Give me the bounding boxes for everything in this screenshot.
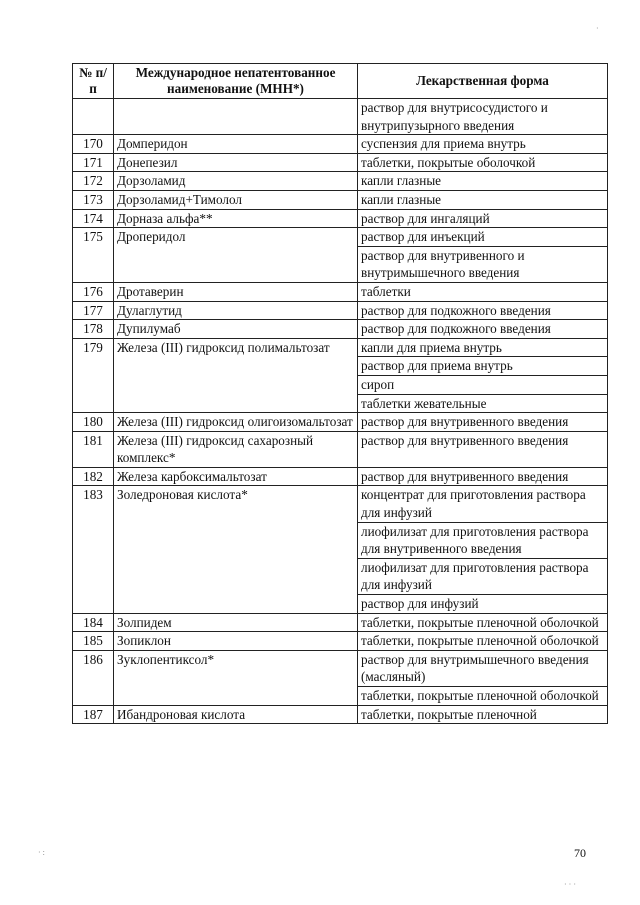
table-row xyxy=(73,705,608,724)
inn-name: Дорзоламид xyxy=(114,172,358,191)
header-dosage-form: Лекарственная форма xyxy=(358,64,608,99)
dosage-form: лиофилизат для приготовления раствора для инфузий xyxy=(358,558,608,594)
dosage-form: концентрат для приготовления раствора для инфузий xyxy=(358,486,608,522)
inn-name: Дорзоламид+Тимолол xyxy=(114,190,358,209)
dosage-form: сироп xyxy=(358,375,608,394)
row-number: 180 xyxy=(73,413,114,432)
row-number: 182 xyxy=(73,467,114,486)
dosage-form: раствор для внутримышечного введения (масляный) xyxy=(358,650,608,686)
inn-name: Железа (III) гидроксид сахарозный комплекс* xyxy=(114,431,358,467)
scan-speck: · xyxy=(596,24,599,33)
table-row xyxy=(73,431,608,467)
row-number: 185 xyxy=(73,632,114,651)
row-number: 175 xyxy=(73,228,114,283)
row-number: 183 xyxy=(73,486,114,613)
inn-name: Домперидон xyxy=(114,135,358,154)
dosage-form: лиофилизат для приготовления раствора для внутривенного введения xyxy=(358,522,608,558)
dosage-form: раствор для инфузий xyxy=(358,595,608,614)
table-row xyxy=(73,320,608,339)
table-body xyxy=(73,99,608,724)
dosage-form: капли для приема внутрь xyxy=(358,338,608,357)
row-number xyxy=(73,99,114,135)
drug-forms-table xyxy=(72,63,608,724)
table-row xyxy=(73,135,608,154)
dosage-form: таблетки xyxy=(358,282,608,301)
table-header-row xyxy=(73,64,608,99)
inn-name: Зуклопентиксол* xyxy=(114,650,358,705)
scan-speck: · : xyxy=(38,848,45,857)
dosage-form: капли глазные xyxy=(358,190,608,209)
table-row xyxy=(73,99,608,135)
row-number: 181 xyxy=(73,431,114,467)
table-row xyxy=(73,209,608,228)
inn-name: Дроперидол xyxy=(114,228,358,283)
table-row xyxy=(73,190,608,209)
table-row xyxy=(73,413,608,432)
inn-name: Дулаглутид xyxy=(114,301,358,320)
dosage-form: капли глазные xyxy=(358,172,608,191)
dosage-form: таблетки, покрытые пленочной оболочкой xyxy=(358,632,608,651)
inn-name: Железа (III) гидроксид олигоизомальтозат xyxy=(114,413,358,432)
dosage-form: раствор для внутривенного введения xyxy=(358,467,608,486)
header-number: № п/п xyxy=(73,64,114,99)
table-row xyxy=(73,228,608,247)
table-row xyxy=(73,467,608,486)
dosage-form: раствор для внутривенного введения xyxy=(358,413,608,432)
dosage-form: раствор для внутривенного введения xyxy=(358,431,608,467)
table-row xyxy=(73,486,608,522)
row-number: 177 xyxy=(73,301,114,320)
dosage-form: раствор для инъекций xyxy=(358,228,608,247)
dosage-form: таблетки, покрытые пленочной оболочкой xyxy=(358,687,608,706)
row-number: 178 xyxy=(73,320,114,339)
inn-name: Дупилумаб xyxy=(114,320,358,339)
dosage-form: таблетки, покрытые пленочной оболочкой xyxy=(358,613,608,632)
inn-name: Ибандроновая кислота xyxy=(114,705,358,724)
table-row xyxy=(73,338,608,357)
dosage-form: раствор для внутрисосудистого и внутрипузырного введения xyxy=(358,99,608,135)
inn-name xyxy=(114,99,358,135)
dosage-form: таблетки, покрытые оболочкой xyxy=(358,153,608,172)
row-number: 170 xyxy=(73,135,114,154)
table-row xyxy=(73,301,608,320)
inn-name: Зопиклон xyxy=(114,632,358,651)
header-inn: Международное непатентованное наименование (МНН*) xyxy=(114,64,358,99)
dosage-form: таблетки, покрытые пленочной xyxy=(358,705,608,724)
inn-name: Железа (III) гидроксид полимальтозат xyxy=(114,338,358,412)
dosage-form: раствор для подкожного введения xyxy=(358,320,608,339)
row-number: 174 xyxy=(73,209,114,228)
row-number: 184 xyxy=(73,613,114,632)
dosage-form: раствор для подкожного введения xyxy=(358,301,608,320)
table-row xyxy=(73,153,608,172)
row-number: 173 xyxy=(73,190,114,209)
inn-name: Дорназа альфа** xyxy=(114,209,358,228)
inn-name: Золпидем xyxy=(114,613,358,632)
row-number: 186 xyxy=(73,650,114,705)
table-row xyxy=(73,172,608,191)
inn-name: Дротаверин xyxy=(114,282,358,301)
row-number: 172 xyxy=(73,172,114,191)
table-row xyxy=(73,282,608,301)
row-number: 171 xyxy=(73,153,114,172)
inn-name: Золедроновая кислота* xyxy=(114,486,358,613)
row-number: 176 xyxy=(73,282,114,301)
row-number: 179 xyxy=(73,338,114,412)
table-row xyxy=(73,613,608,632)
dosage-form: раствор для внутривенного и внутримышечного введения xyxy=(358,246,608,282)
row-number: 187 xyxy=(73,705,114,724)
inn-name: Железа карбоксимальтозат xyxy=(114,467,358,486)
dosage-form: раствор для ингаляций xyxy=(358,209,608,228)
page-number: 70 xyxy=(574,846,586,860)
table-row xyxy=(73,650,608,686)
dosage-form: суспензия для приема внутрь xyxy=(358,135,608,154)
dosage-form: таблетки жевательные xyxy=(358,394,608,413)
inn-name: Донепезил xyxy=(114,153,358,172)
dosage-form: раствор для приема внутрь xyxy=(358,357,608,376)
scan-speck: · · · xyxy=(564,880,576,889)
table-row xyxy=(73,632,608,651)
